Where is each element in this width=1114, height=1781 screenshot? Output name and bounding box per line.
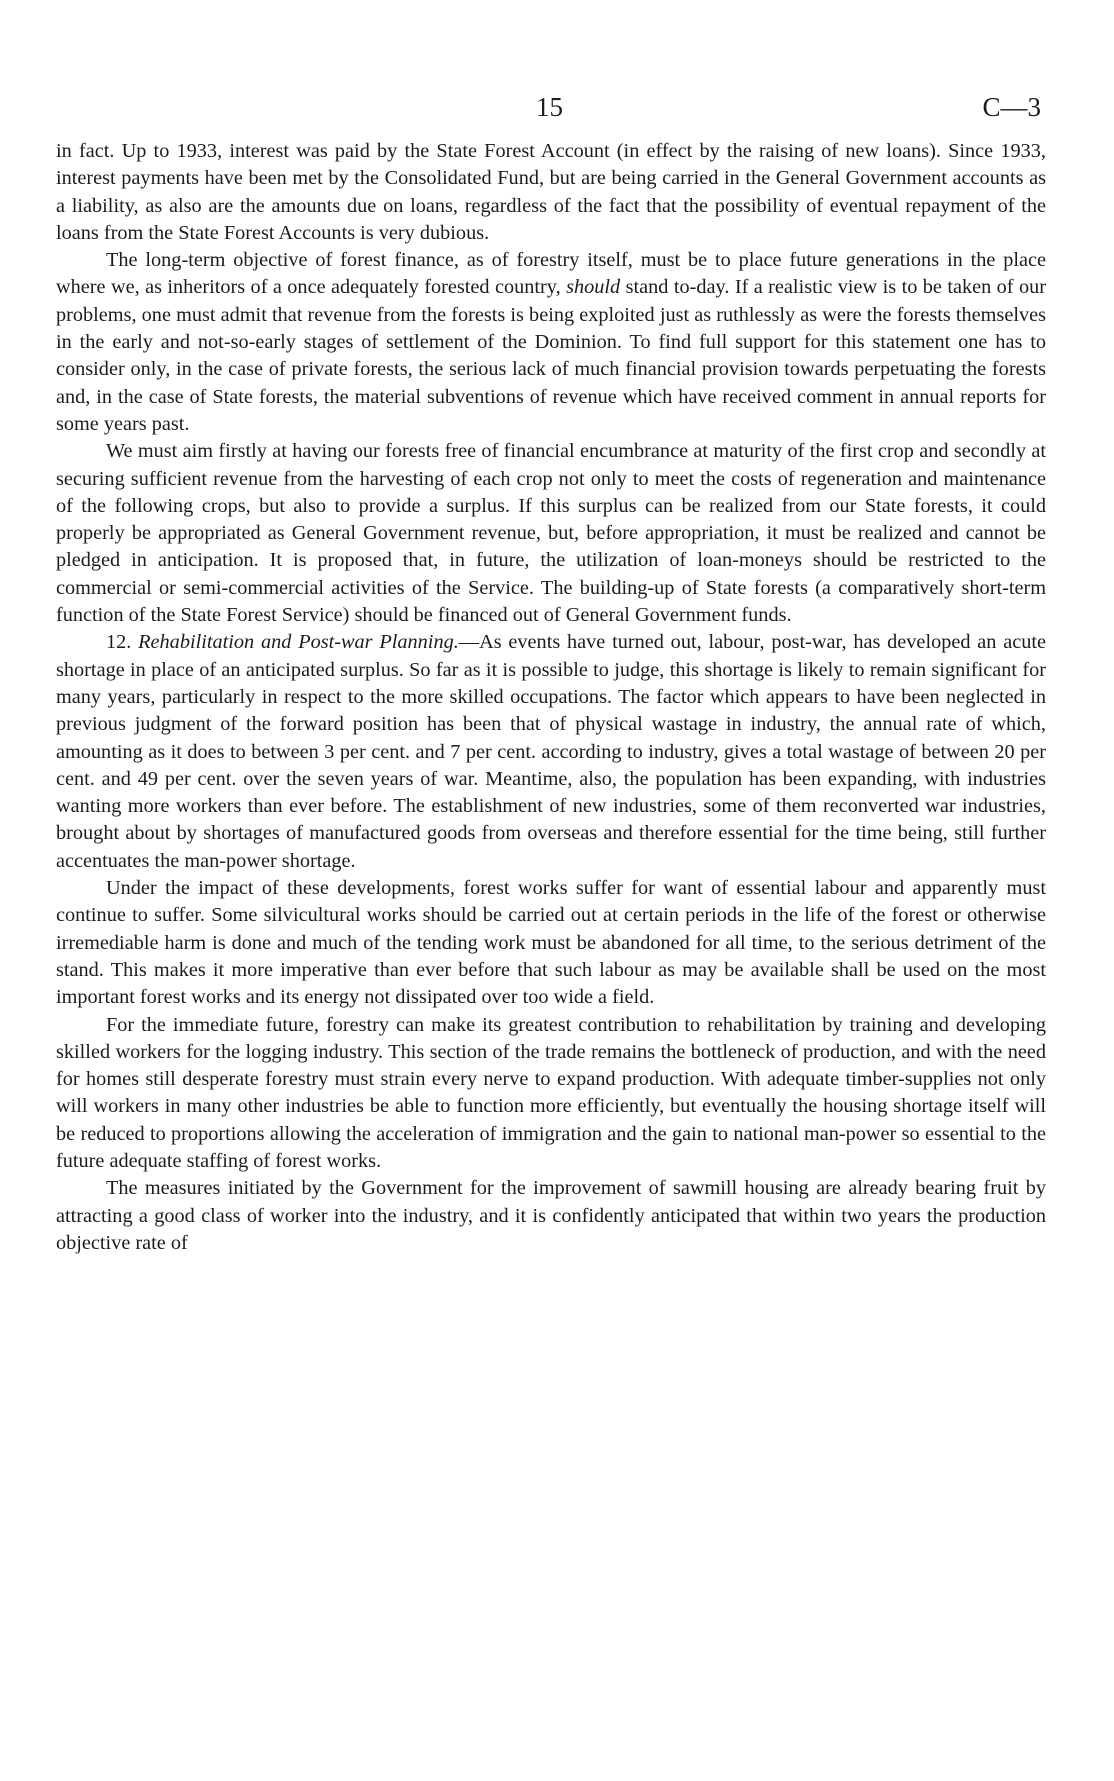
- paragraph-text: For the immediate future, forestry can make its greatest contribution to rehabilitation by training and developing skilled workers for the logging industry. This section of the trade remains the bottleneck of production, and with the need for homes still desperate forestry must strain every nerve to expand production. With adequate timber-supplies not only will workers in many other industries be able to function more efficiently, but eventually the housing shortage itself will be reduced to proportions allowing the acceleration of immigration and the gain to national man-power so essential to the future adequate staffing of forest works.: [56, 1013, 1046, 1172]
- paragraph-text-after: stand to-day. If a realistic view is to be taken of our problems, one must admit that revenue from the forests is being exploited just as ruthlessly as were the forests themselves in the early and not-so-early stages of settlement of the Dominion. To find full support for this statement one has to consider only, in the case of private forests, the serious lack of much financial provision towards perpetuating the forests and, in the case of State forests, the material subventions of revenue which have received comment in annual reports for some years past.: [56, 276, 1046, 435]
- emphasized-word: should: [566, 276, 621, 299]
- section-heading: Rehabilitation and Post-war Planning.: [138, 631, 459, 654]
- page-header: [56, 92, 1046, 138]
- document-page: [56, 92, 1046, 1257]
- paragraph-text: Under the impact of these developments, forest works suffer for want of essential labour and apparently must continue to suffer. Some silvicultural works should be carried out at certain periods in the life of the forest or otherwise irremediable harm is done and much of the tending work must be abandoned for all time, to the serious detriment of the stand. This makes it more imperative than ever before that such labour as may be available shall be used on the most important forest works and its energy not dissipated over too wide a field.: [56, 877, 1046, 1009]
- paragraph-text: in fact. Up to 1933, interest was paid by the State Forest Account (in effect by the raising of new loans). Since 1933, interest payments have been met by the Consolidated Fund, but are being carried in the General Government accounts as a liability, as also are the amounts due on loans, regardless of the fact that the possibility of eventual repayment of the loans from the State Forest Accounts is very dubious.: [56, 140, 1046, 244]
- paragraph-immediate-future: [56, 1012, 1046, 1176]
- paragraph-text: —As events have turned out, labour, post-war, has developed an acute shortage in place of an anticipated surplus. So far as it is possible to judge, this shortage is likely to remain significant for many years, particularly in respect to the more skilled occupations. The factor which appears to have been neglected in previous judgment of the forward position has been that of physical wastage in industry, the annual rate of which, amounting as it does to between 3 per cent. and 7 per cent. according to industry, gives a total wastage of between 20 per cent. and 49 per cent. over the seven years of war. Meantime, also, the population has been expanding, with industries wanting more workers than ever before. The establishment of new industries, some of them reconverted war industries, brought about by shortages of manufactured goods from overseas and therefore essential for the time being, still further accentuates the man-power shortage.: [56, 631, 1046, 872]
- paragraph-impact-developments: [56, 875, 1046, 1011]
- page-number: 15: [536, 92, 563, 122]
- section-12-rehabilitation: [56, 629, 1046, 875]
- paragraph-finance-continued: [56, 138, 1046, 247]
- paragraph-text: The measures initiated by the Government for the improvement of sawmill housing are already bearing fruit by attracting a good class of worker into the industry, and it is confidently anticipated that within two years the production objective rate of: [56, 1177, 1046, 1254]
- paragraph-text-before: The long-term objective of forest finance, as of forestry itself, must be to place future generations in the place where we, as inheritors of a once adequately forested country,: [56, 249, 1046, 299]
- paragraph-text: We must aim firstly at having our forests free of financial encumbrance at maturity of the first crop and secondly at securing sufficient revenue from the harvesting of each crop not only to meet the costs of regeneration and maintenance of the following crops, but also to provide a surplus. If this surplus can be realized from our State forests, it could properly be appropriated as General Government revenue, but, before appropriation, it must be realized and cannot be pledged in anticipation. It is proposed that, in future, the utilization of loan-moneys should be restricted to the commercial or semi-commercial activities of the Service. The building-up of State forests (a comparatively short-term function of the State Forest Service) should be financed out of General Government funds.: [56, 440, 1046, 627]
- document-reference: C—3: [982, 92, 1041, 122]
- paragraph-financial-aims: [56, 438, 1046, 629]
- paragraph-long-term-objective: [56, 247, 1046, 438]
- body-text: [56, 138, 1046, 1257]
- paragraph-sawmill-housing: [56, 1175, 1046, 1257]
- section-number: 12.: [106, 631, 132, 654]
